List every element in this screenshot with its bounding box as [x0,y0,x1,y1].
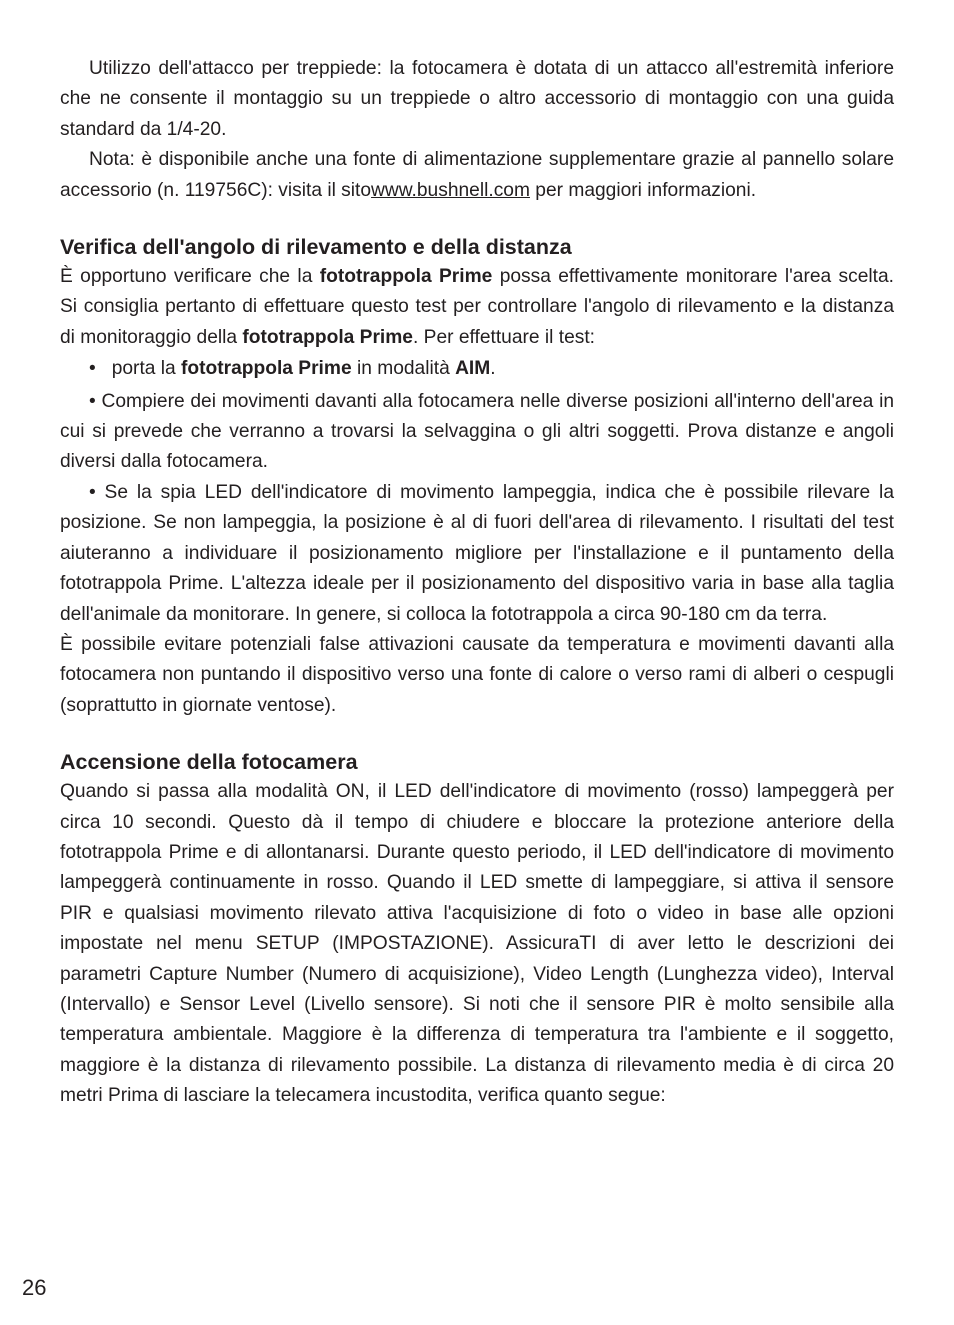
note-text: Nota: è disponibile anche una fonte di alimentazione supplementare grazie al pannello solare accessorio (n. 119756C): visita il sito [60,149,894,201]
page-number: 26 [22,1275,47,1300]
intro-text: . Per effettuare il test: [412,326,596,348]
intro-text: È opportuno verificare che la [60,266,320,288]
intro-bold: fototrappola Prime [242,326,413,348]
bullet-item-aim [60,354,894,384]
section-heading-verifica: Verifica dell'angolo di rilevamento e della distanza [60,235,572,260]
page-content [60,54,894,1112]
false-triggers-paragraph: È possibile evitare potenziali false attivazioni causate da temperatura e movimenti davanti alla fotocamera non puntando il dispositivo verso una fonte di calore o verso rami di alberi o cespugli (soprattutto in giornate ventose). [60,633,894,716]
accensione-paragraph: Quando si passa alla modalità ON, il LED dell'indicatore di movimento (rosso) lampeggerà per circa 10 secondi. Questo dà il tempo di chiudere e bloccare la protezione anteriore della fototrappola Prime e di allontanarsi. Durante questo periodo, il LED dell'indicatore di movimento lampeggerà continuamente in rosso. Quando il LED smette di lampeggiare, si attiva il sensore PIR e qualsiasi movimento rilevato attiva l'acquisizione di foto o video in base alle opzioni impostate nel menu SETUP (IMPOSTAZIONE). AssicuraTI di aver letto le descrizioni dei parametri Capture Number (Numero di acquisizione), Video Length (Lunghezza video), Interval (Intervallo) e Sensor Level (Livello sensore). Si noti che il sensore PIR è molto sensibile alla temperatura ambientale. Maggiore è la differenza di temperatura tra l'ambiente e il soggetto, maggiore è la distanza di rilevamento possibile. La distanza di rilevamento media è di circa 20 metri Prima di lasciare la telecamera incustodita, verifica quanto segue: [60,781,894,1107]
note-text-end: per maggiori informazioni. [529,179,757,201]
bullet-bold: fototrappola Prime [181,358,352,380]
bullet-text: . [490,358,496,380]
note-paragraph [60,145,894,206]
bullet-text: in modalità [351,358,456,380]
intro-text: possa effettivamente monitorare l'area scelta. Si consiglia pertanto di effettuare questo test per controllare l'angolo di rilevamento e la distanza di monitoraggio della [60,266,895,348]
bullet-bold: AIM [455,358,491,380]
bullet-item-led: • Se la spia LED dell'indicatore di movimento lampeggia, indica che è possibile rilevare la posizione. Se non lampeggia, la posizione è al di fuori dell'area di rilevamento. I risultati del test aiuteranno a individuare il posizionamento migliore per l'installazione e il puntamento della fototrappola Prime. L'altezza ideale per il posizionamento del dispositivo varia in base alla taglia dell'animale da monitorare. In genere, si colloca la fototrappola a circa 90-180 cm da terra. [60,481,894,625]
bullet-item-movements: • Compiere dei movimenti davanti alla fotocamera nelle diverse posizioni all'interno dell'area in cui si prevede che verranno a trovarsi la selvaggina o gli altri soggetti. Prova distanze e angoli diversi dalla fotocamera. [60,390,894,473]
intro-bold: fototrappola Prime [319,266,493,288]
section-heading-accensione: Accensione della fotocamera [60,750,358,775]
bullet-text: • porta la [89,358,182,380]
bushnell-link[interactable]: www.bushnell.com [371,179,530,201]
verifica-intro [60,262,894,353]
tripod-paragraph: Utilizzo dell'attacco per treppiede: la fotocamera è dotata di un attacco all'estremità inferiore che ne consente il montaggio su un treppiede o altro accessorio di montaggio con una guida standard da 1/4-20. [60,58,894,140]
